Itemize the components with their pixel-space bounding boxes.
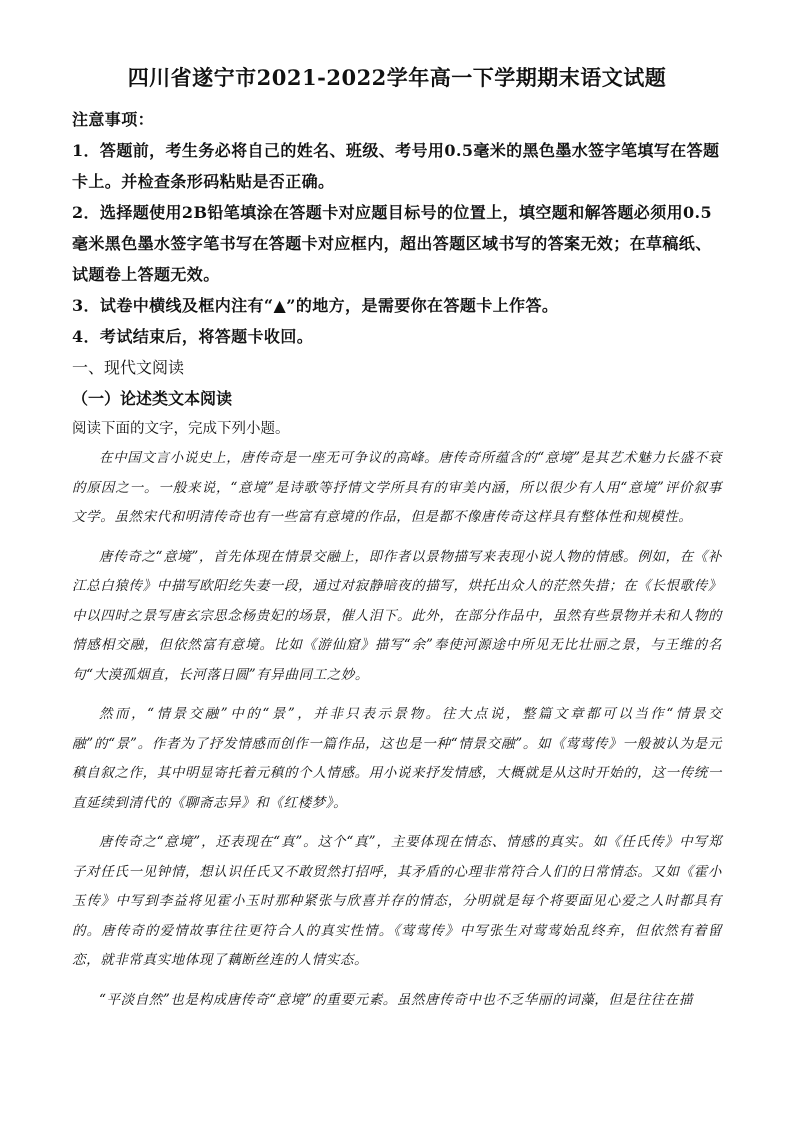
passage-paragraph-1: 在中国文言小说史上，唐传奇是一座无可争议的高峰。唐传奇所蕴含的“意境”是其艺术魅力长盛不衰的原因之一。一般来说，“意境”是诗歌等抒情文学所具有的审美内涵，所以很少有人用“意境”评价叙事文学。虽然宋代和明清传奇也有一些富有意境的作品，但是都不像唐传奇这样具有整体性和规模性。 [72, 450, 722, 525]
section-title: 一、现代文阅读 [72, 358, 185, 377]
notes-heading: 注意事项： [72, 110, 155, 129]
note-item-4: 4．考试结束后，将答题卡收回。 [72, 327, 314, 346]
reading-instruction: 阅读下面的文字，完成下列小题。 [72, 421, 290, 437]
passage-paragraph-3: 然而，“情景交融”中的“景”，并非只表示景物。往大点说，整篇文章都可以当作“情景交融”的“景”。作者为了抒发情感而创作一篇作品，这也是一种“情景交融”。如《莺莺传》一般被认为是元稹自叙之作，其中明显寄托着元稹的个人情感。用小说来抒发情感，大概就是从这时开始的，这一传统一直延续到清代的《聊斋志异》和《红楼梦》。 [72, 706, 722, 811]
passage-paragraph-2: 唐传奇之“意境”，首先体现在情景交融上，即作者以景物描写来表现小说人物的情感。例如，在《补江总白猿传》中描写欧阳纥失妻一段，通过对寂静暗夜的描写，烘托出众人的茫然失措；在《长恨歌传》中以四时之景写唐玄宗思念杨贵妃的场景，催人泪下。此外，在部分作品中，虽然有些景物并未和人物的情感相交融，但依然富有意境。比如《游仙窟》描写“余”奉使河源途中所见无比壮丽之景，与王维的名句“大漠孤烟直，长河落日圆”有异曲同工之妙。 [72, 548, 722, 683]
passage-paragraph-4: 唐传奇之“意境”，还表现在“真”。这个“真”，主要体现在情态、情感的真实。如《任氏传》中写郑子对任氏一见钟情，想认识任氏又不敢贸然打招呼，其矛盾的心理非常符合人们的日常情态。又如《霍小玉传》中写到李益将见霍小玉时那种紧张与欣喜并存的情态，分明就是每个将要面见心爱之人时都具有的。唐传奇的爱情故事往往更符合人的真实性情。《莺莺传》中写张生对莺莺始乱终弃，但依然有着留恋，就非常真实地体现了藕断丝连的人情实态。 [72, 834, 722, 968]
note-item-3: 3．试卷中横线及框内注有“▲”的地方，是需要你在答题卡上作答。 [72, 296, 559, 315]
note-item-2: 2．选择题使用2B铅笔填涂在答题卡对应题目标号的位置上，填空题和解答题必须用0.5毫米黑色墨水签字笔书写在答题卡对应框内，超出答题区域书写的答案无效；在草稿纸、试题卷上答题无效。 [72, 203, 713, 284]
subsection-title: （一）论述类文本阅读 [72, 389, 233, 408]
exam-page [72, 62, 722, 1025]
exam-title: 四川省遂宁市2021-2022学年高一下学期期末语文试题 [127, 65, 667, 90]
note-item-1: 1．答题前，考生务必将自己的姓名、班级、考号用0.5毫米的黑色墨水签字笔填写在答题卡上。并检查条形码粘贴是否正确。 [72, 141, 720, 191]
passage-paragraph-5: “平淡自然”也是构成唐传奇“意境”的重要元素。虽然唐传奇中也不乏华丽的词藻，但是往往在描 [99, 991, 694, 1008]
notes-section [72, 104, 722, 352]
reading-passage [72, 444, 722, 1015]
